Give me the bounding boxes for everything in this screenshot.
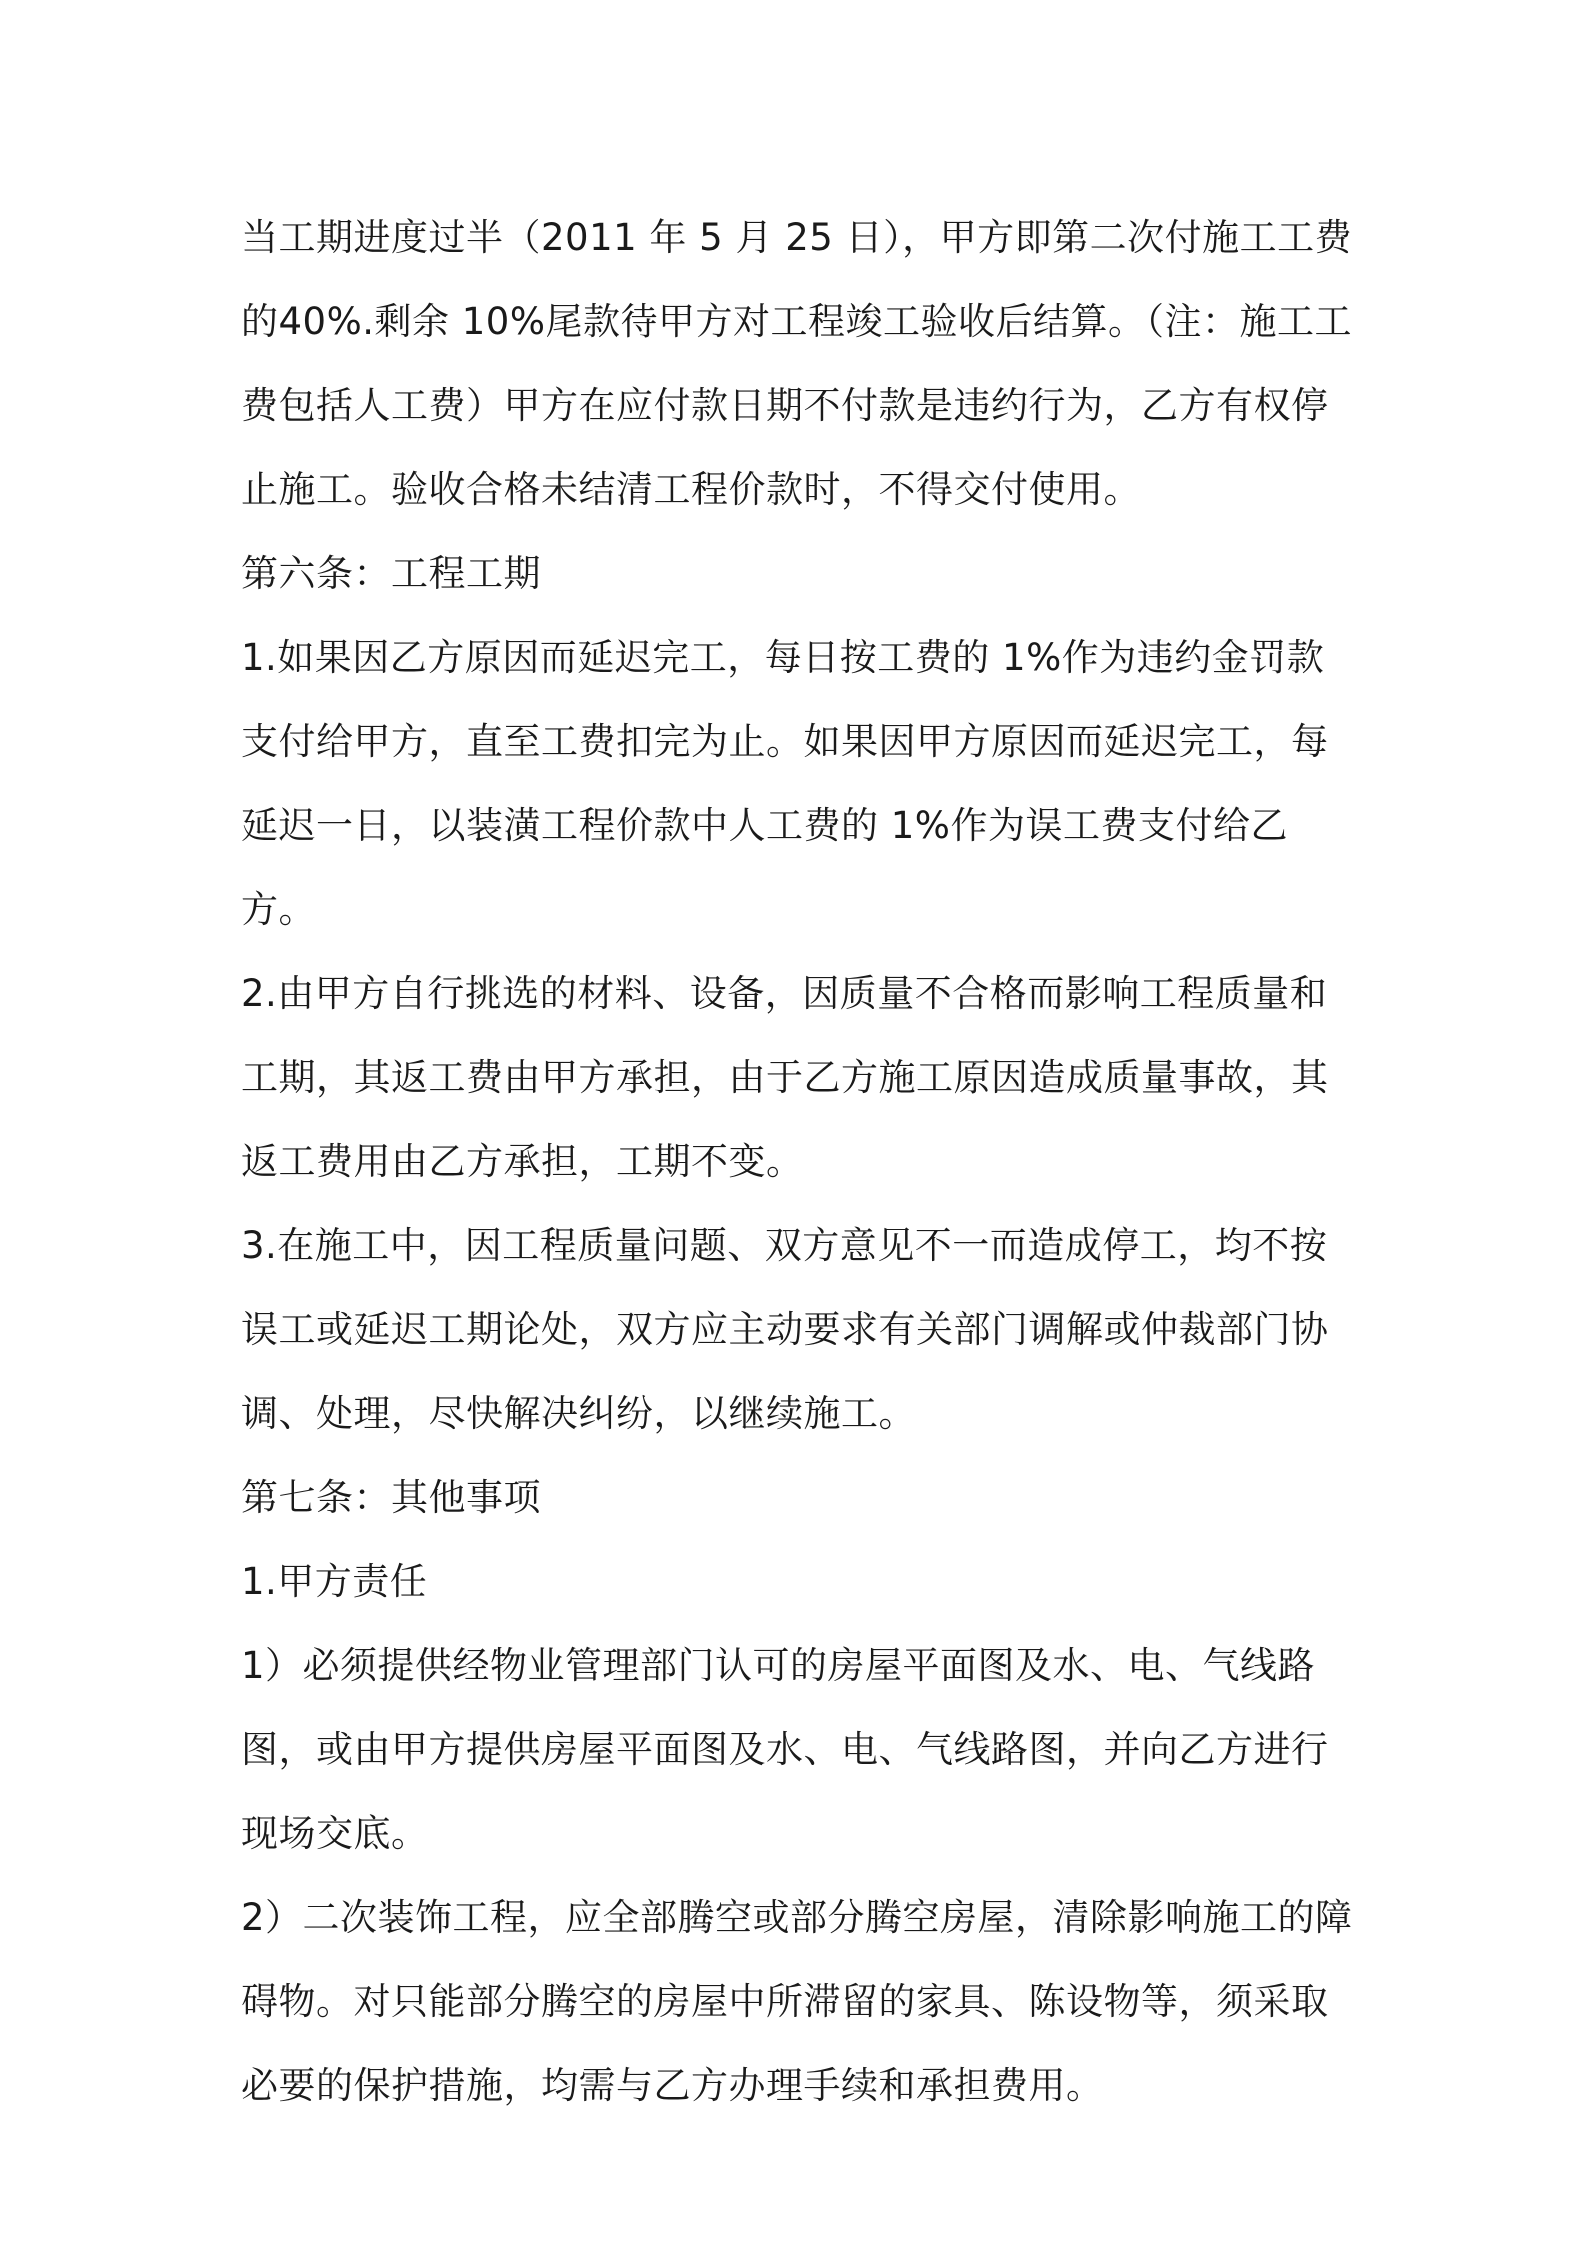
paragraph-article-6-item-3: 3.在施工中，因工程质量问题、双方意见不一而造成停工，均不按误工或延迟工期论处，双方应主动要求有关部门调解或仲裁部门协调、处理，尽快解决纠纷，以继续施工。: [241, 1224, 1329, 1435]
paragraph-payment-terms: 当工期进度过半（2011 年 5 月 25 日），甲方即第二次付施工工费的40%.剩余 10%尾款待甲方对工程竣工验收后结算。（注：施工工费包括人工费）甲方在应付款日期不付款是违约行为，乙方有权停止施工。验收合格未结清工程价款时，不得交付使用。: [241, 216, 1353, 511]
paragraph-article-6-item-1: 1.如果因乙方原因而延迟完工，每日按工费的 1%作为违约金罚款支付给甲方，直至工费扣完为止。如果因甲方原因而延迟完工，每延迟一日，以装潢工程价款中人工费的 1%作为误工费支付给乙方。: [241, 636, 1329, 931]
paragraph-party-a-item-1: 1）必须提供经物业管理部门认可的房屋平面图及水、电、气线路图，或由甲方提供房屋平面图及水、电、气线路图，并向乙方进行现场交底。: [241, 1644, 1329, 1855]
paragraph-article-6-item-2: 2.由甲方自行挑选的材料、设备，因质量不合格而影响工程质量和工期，其返工费由甲方承担，由于乙方施工原因造成质量事故，其返工费用由乙方承担，工期不变。: [241, 972, 1329, 1183]
heading-article-6: 第六条：工程工期: [241, 552, 541, 595]
subheading-party-a-responsibility: 1.甲方责任: [241, 1560, 428, 1603]
heading-article-7: 第七条：其他事项: [241, 1476, 541, 1519]
document-body: [241, 196, 1361, 2128]
paragraph-party-a-item-2: 2）二次装饰工程，应全部腾空或部分腾空房屋，清除影响施工的障碍物。对只能部分腾空的房屋中所滞留的家具、陈设物等，须采取必要的保护措施，均需与乙方办理手续和承担费用。: [241, 1896, 1353, 2107]
